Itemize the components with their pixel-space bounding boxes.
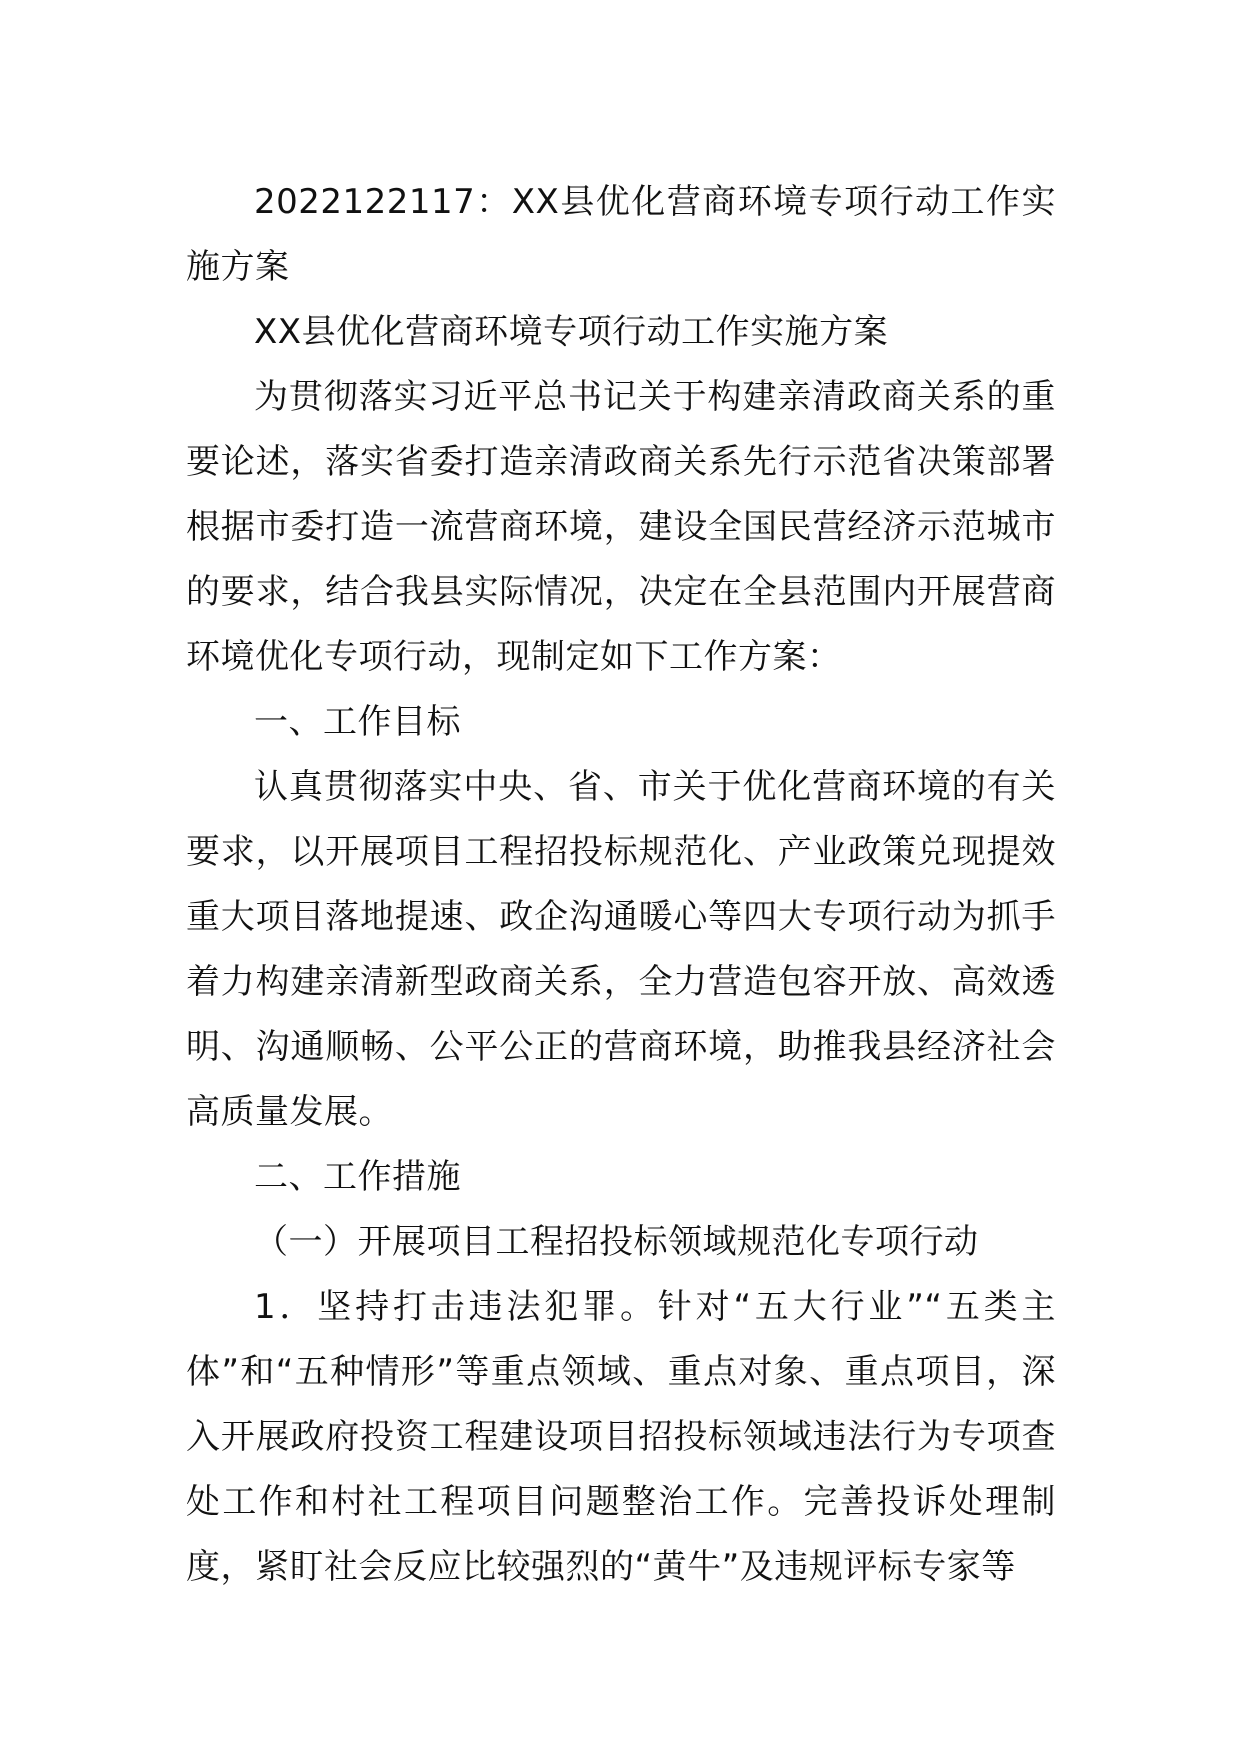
goals-paragraph: 认真贯彻落实中央、省、市关于优化营商环境的有关要求，以开展项目工程招投标规范化、产业政策兑现提效重大项目落地提速、政企沟通暖心等四大专项行动为抓手着力构建亲清新型政商关系，全力营造包容开放、高效透明、沟通顺畅、公平公正的营商环境，助推我县经济社会高质量发展。 — [186, 767, 1056, 1132]
header-title: 2022122117：XX县优化营商环境专项行动工作实施方案 — [186, 182, 1056, 287]
subsection-heading-bidding: （一）开展项目工程招投标领域规范化专项行动 — [254, 1222, 979, 1262]
document-body — [186, 170, 1056, 1600]
document-title: XX县优化营商环境专项行动工作实施方案 — [254, 312, 889, 352]
measure-item-1: 1．坚持打击违法犯罪。针对“五大行业”“五类主体”和“五种情形”等重点领域、重点对象、重点项目，深入开展政府投资工程建设项目招投标领域违法行为专项查处工作和村社工程项目问题整治工作。完善投诉处理制度，紧盯社会反应比较强烈的“黄牛”及违规评标专家等 — [186, 1287, 1056, 1587]
intro-paragraph: 为贯彻落实习近平总书记关于构建亲清政商关系的重要论述，落实省委打造亲清政商关系先行示范省决策部署根据市委打造一流营商环境，建设全国民营经济示范城市的要求，结合我县实际情况，决定在全县范围内开展营商环境优化专项行动，现制定如下工作方案： — [186, 377, 1056, 677]
section-heading-goals: 一、工作目标 — [254, 702, 461, 742]
section-heading-measures: 二、工作措施 — [254, 1157, 461, 1197]
